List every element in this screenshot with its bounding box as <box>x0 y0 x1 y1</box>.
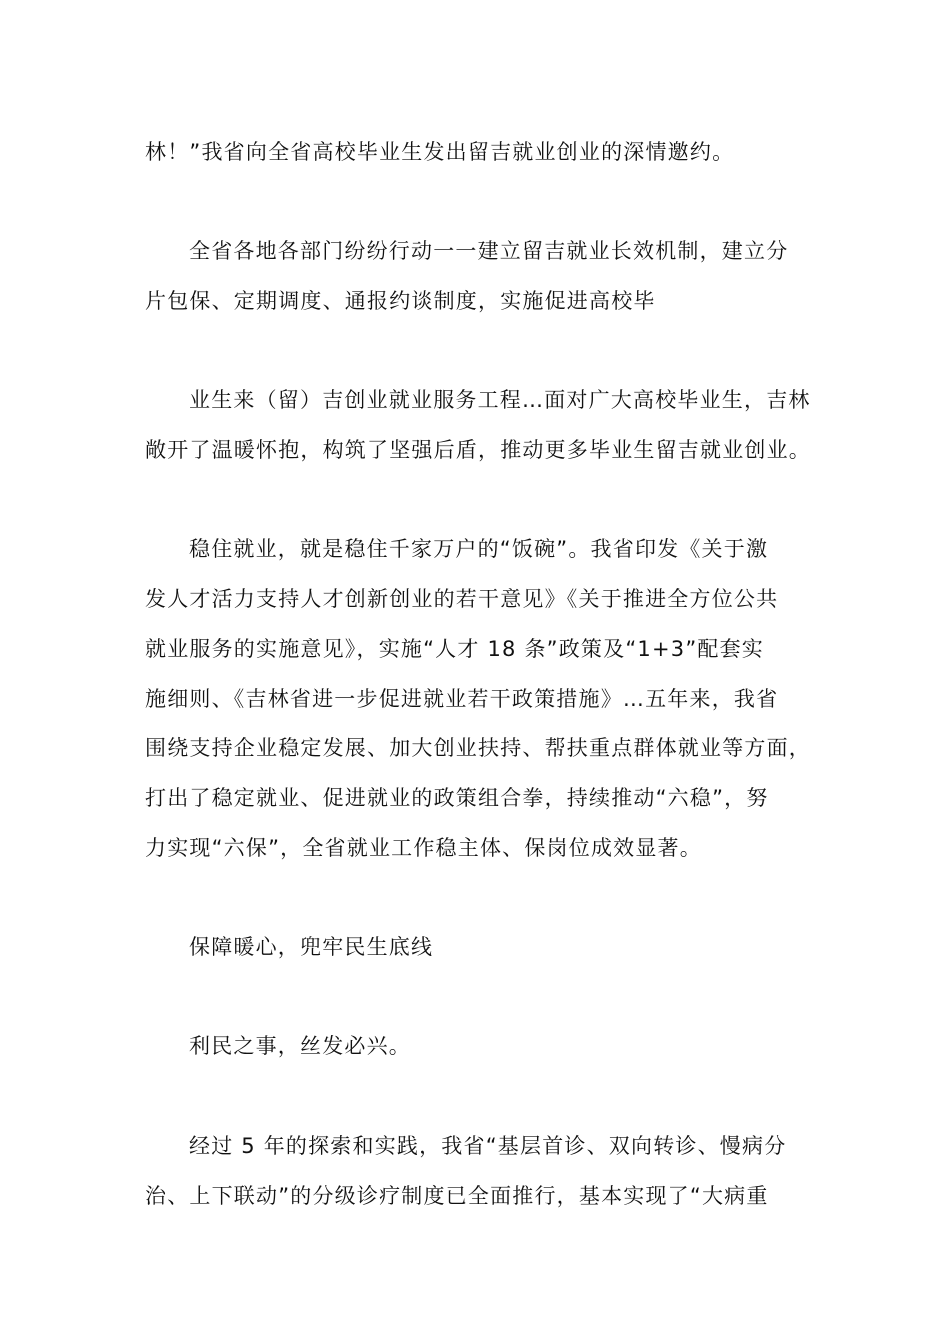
paragraph-line: 发人才活力支持人才创新创业的若干意见》《关于推进全方位公共 <box>145 587 779 611</box>
paragraph-line: 林！”我省向全省高校毕业生发出留吉就业创业的深情邀约。 <box>145 140 735 164</box>
paragraph-line: 围绕支持企业稳定发展、加大创业扶持、帮扶重点群体就业等方面， <box>145 736 811 760</box>
paragraph-line: 敞开了温暖怀抱，构筑了坚强后盾，推动更多毕业生留吉就业创业。 <box>145 438 811 462</box>
paragraph-line: 就业服务的实施意见》，实施“人才 18 条”政策及“1+3”配套实 <box>145 637 765 661</box>
paragraph-line: 施细则、《吉林省进一步促进就业若干政策措施》…五年来，我省 <box>145 687 779 711</box>
paragraph-line: 打出了稳定就业、促进就业的政策组合拳，持续推动“六稳”，努 <box>145 786 769 810</box>
paragraph-line: 利民之事，丝发必兴。 <box>189 1034 411 1058</box>
paragraph-line: 业生来（留）吉创业就业服务工程…面对广大高校毕业生，吉林 <box>189 388 811 412</box>
paragraph-line: 片包保、定期调度、通报约谈制度，实施促进高校毕 <box>145 289 656 313</box>
paragraph-line: 治、上下联动”的分级诊疗制度已全面推行，基本实现了“大病重 <box>145 1184 769 1208</box>
paragraph-line: 力实现“六保”，全省就业工作稳主体、保岗位成效显著。 <box>145 836 702 860</box>
paragraph-line: 经过 5 年的探索和实践，我省“基层首诊、双向转诊、慢病分 <box>189 1134 787 1158</box>
paragraph-line: 全省各地各部门纷纷行动一一建立留吉就业长效机制，建立分 <box>189 239 789 263</box>
section-heading: 保障暖心，兜牢民生底线 <box>189 935 434 959</box>
paragraph-line: 稳住就业，就是稳住千家万户的“饭碗”。我省印发《关于激 <box>189 537 769 561</box>
